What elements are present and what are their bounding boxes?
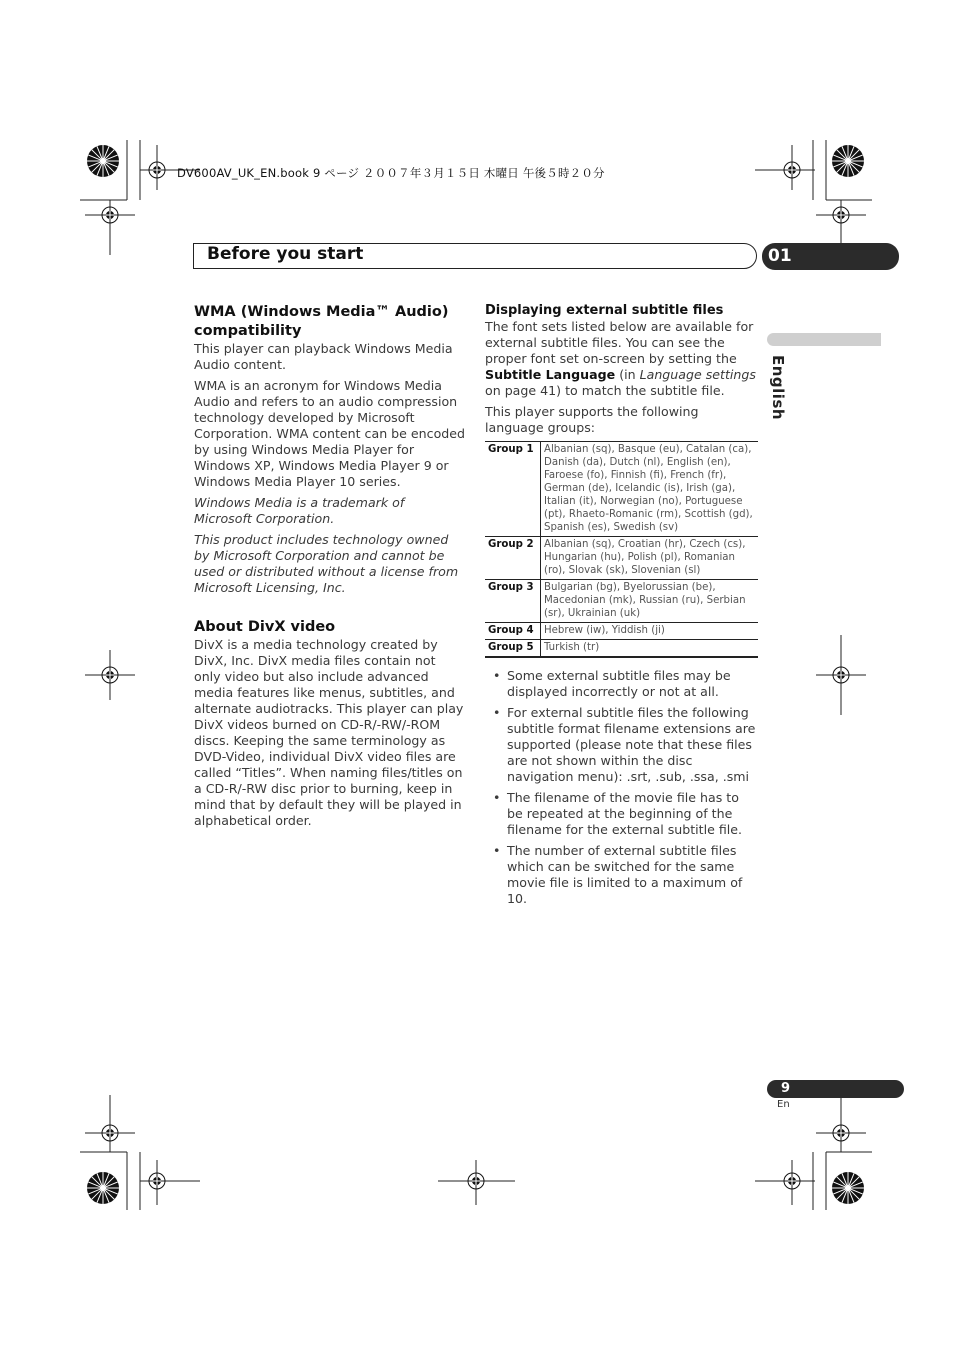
- wma-heading: WMA (Windows Media™ Audio) compatibility: [194, 304, 449, 339]
- page-title: Before you start: [207, 244, 364, 264]
- page-language: En: [777, 1099, 790, 1110]
- wma-paragraph-2: WMA is an acronym for Windows Media Audio and refers to an audio compression technology developed by Microsoft Corporation. WMA content can be encoded by using Windows Media Player for Windows XP, Windows Media Player 9 or Windows Media Player 10 series.: [194, 378, 466, 489]
- language-settings-ref: Language settings: [639, 367, 756, 382]
- table-row: [485, 537, 758, 580]
- table-row: [485, 623, 758, 640]
- group-languages: Hebrew (iw), Yiddish (ji): [541, 623, 759, 640]
- wma-paragraph-1: This player can playback Windows Media Audio content.: [194, 341, 453, 372]
- left-column: [194, 303, 466, 834]
- list-item: • The filename of the movie file has to be repeated at the beginning of the filename for the external subtitle file.: [485, 790, 758, 838]
- group-languages: Turkish (tr): [541, 640, 759, 658]
- group-languages: Albanian (sq), Croatian (hr), Czech (cs), Hungarian (hu), Polish (pl), Romanian (ro), Slovak (sk), Slovenian (sl): [541, 537, 759, 580]
- language-groups-intro: This player supports the following language groups:: [485, 404, 699, 435]
- list-item: • The number of external subtitle files which can be switched for the same movie file is limited to a maximum of 10.: [485, 843, 758, 907]
- language-groups-table: [485, 441, 758, 658]
- divx-paragraph: DivX is a media technology created by DivX, Inc. DivX media files contain not only video but also include advanced media features like menus, subtitles, and alternate audiotracks. This player can play DivX videos burned on CD-R/-RW/-ROM discs. Keeping the same terminology as DVD-Video, individual DivX video files are called “Titles”. When naming files/titles on a CD-R/-RW disc prior to burning, keep in mind that by default they will be played in alphabetical order.: [194, 637, 464, 828]
- group-name: Group 4: [485, 623, 541, 640]
- wma-license-note: This product includes technology owned by Microsoft Corporation and cannot be used or distributed without a license from Microsoft Licensing, Inc.: [194, 532, 459, 595]
- table-row: [485, 640, 758, 658]
- group-name: Group 2: [485, 537, 541, 580]
- right-column: [485, 303, 758, 912]
- chapter-number: 01: [762, 243, 899, 270]
- wma-trademark-note: Windows Media is a trademark of Microsoft Corporation.: [194, 495, 405, 526]
- group-languages: Albanian (sq), Basque (eu), Catalan (ca), Danish (da), Dutch (nl), English (en), Faroese (fo), Finnish (fi), French (fr), German (de), Icelandic (is), Irish (ga), Italian (it), Norwegian (no), Portuguese (pt), Rhaeto-Romanic (rm), Scottish (gd), Spanish (es), Swedish (sv): [541, 442, 759, 537]
- list-item: • Some external subtitle files may be displayed incorrectly or not at all.: [485, 668, 758, 700]
- print-info-line: DV600AV_UK_EN.book 9 ページ ２００７年３月１５日 木曜日 午後５時２０分: [177, 166, 605, 180]
- page-number: 9: [767, 1080, 904, 1098]
- language-label: English: [769, 355, 787, 421]
- table-row: [485, 580, 758, 623]
- table-row: [485, 442, 758, 537]
- group-name: Group 3: [485, 580, 541, 623]
- language-tab: [767, 333, 881, 346]
- group-languages: Bulgarian (bg), Byelorussian (be), Macedonian (mk), Russian (ru), Serbian (sr), Ukrainian (uk): [541, 580, 759, 623]
- list-item: • For external subtitle files the following subtitle format filename extensions are supported (please note that these files are not shown within the disc navigation menu): .srt, .sub, .ssa, .smi: [485, 705, 758, 785]
- subtitle-language-setting: Subtitle Language: [485, 367, 616, 382]
- divx-heading: About DivX video: [194, 619, 336, 635]
- group-name: Group 5: [485, 640, 541, 658]
- subtitle-notes-list: [485, 668, 758, 907]
- subtitle-intro: The font sets listed below are available for external subtitle files. You can see the proper font set on-screen by setting the Subtitle Language (in Language settings on page 41) to match the subtitle file.: [485, 319, 756, 398]
- subtitle-heading: Displaying external subtitle files: [485, 303, 724, 318]
- group-name: Group 1: [485, 442, 541, 537]
